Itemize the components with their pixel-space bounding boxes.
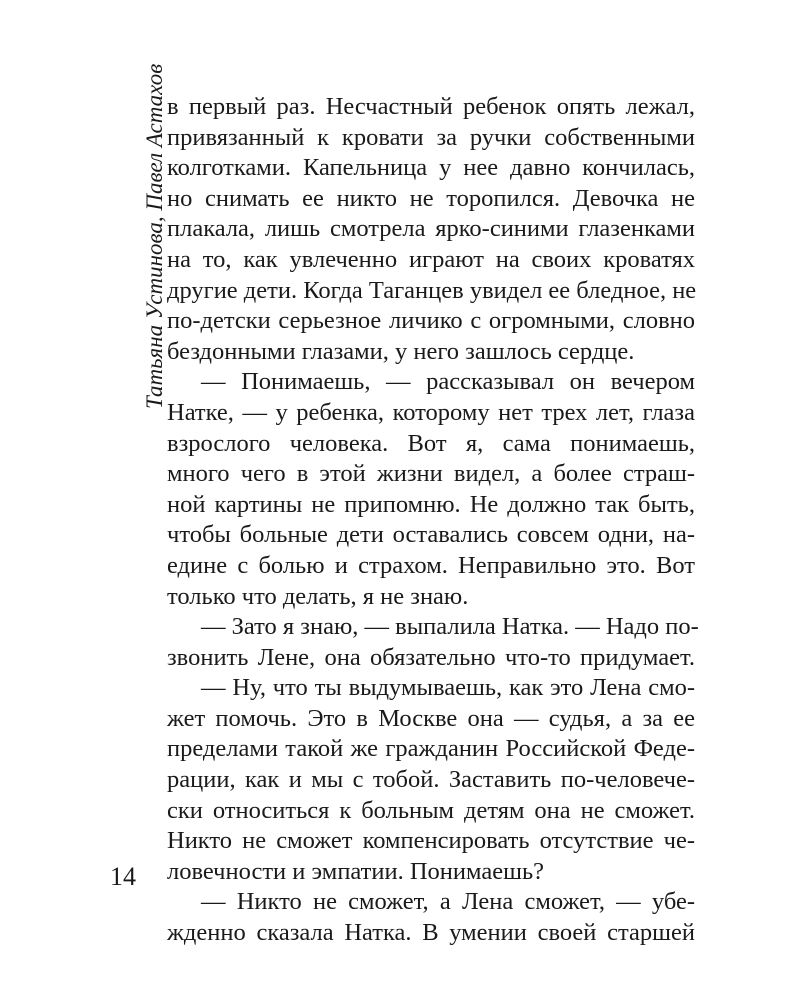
text-line: в первый раз. Несчастный ребенок опять лежал, [167, 93, 695, 120]
body-text [167, 92, 699, 949]
text-line: жденно сказала Натка. В умении своей старшей [167, 919, 695, 947]
text-line: звонить Лене, она обязательно что-то придумает. [167, 643, 695, 671]
text-line: привязанный к кровати за ручки собственными [167, 123, 695, 151]
text-line: ловечности и эмпатии. Понимаешь? [167, 857, 545, 885]
text-line: пределами такой же гражданин Российской Феде- [167, 735, 695, 763]
text-line: — Ну, что ты выдумываешь, как это Лена смо- [201, 674, 695, 702]
text-line: ной картины не припомню. Не должно так быть, [167, 490, 695, 518]
text-line: едине с болью и страхом. Неправильно это. Вот [167, 551, 695, 579]
text-line: — Зато я знаю, — выпалила Натка. — Надо по- [201, 613, 699, 641]
text-line: рации, как и мы с тобой. Заставить по-человече- [167, 766, 695, 794]
text-line: Никто не сможет компенсировать отсутствие че- [167, 827, 695, 855]
text-line: взрослого человека. Вот я, сама понимаешь, [167, 429, 695, 457]
text-line: колготками. Капельница у нее давно кончилась, [167, 154, 695, 182]
text-line: много чего в этой жизни видел, а более страш- [167, 460, 695, 488]
text-line: — Никто не сможет, а Лена сможет, — убе- [201, 888, 695, 916]
running-head-authors: Татьяна Устинова, Павел Астахов [142, 63, 167, 409]
text-line: жет помочь. Это в Москве она — судья, а за ее [167, 704, 695, 732]
text-line: бездонными глазами, у него зашлось сердце. [167, 337, 635, 365]
text-line: по-детски серьезное личико с огромными, словно [167, 307, 695, 335]
text-line: на то, как увлеченно играют на своих кроватях [167, 245, 695, 273]
text-line: но снимать ее никто не торопился. Девочка не [167, 184, 695, 212]
text-line: Натке, — у ребенка, которому нет трех лет, глаза [167, 398, 695, 426]
text-line: ски относиться к больным детям она не сможет. [167, 796, 695, 824]
text-line: только что делать, я не знаю. [167, 582, 469, 610]
text-line: чтобы больные дети оставались совсем одни, на- [167, 521, 695, 549]
text-line: — Понимаешь, — рассказывал он вечером [201, 368, 695, 396]
page-number: 14 [110, 862, 136, 891]
text-line: другие дети. Когда Таганцев увидел ее бледное, не [167, 276, 697, 304]
text-line: плакала, лишь смотрела ярко-синими глазенками [167, 215, 695, 243]
